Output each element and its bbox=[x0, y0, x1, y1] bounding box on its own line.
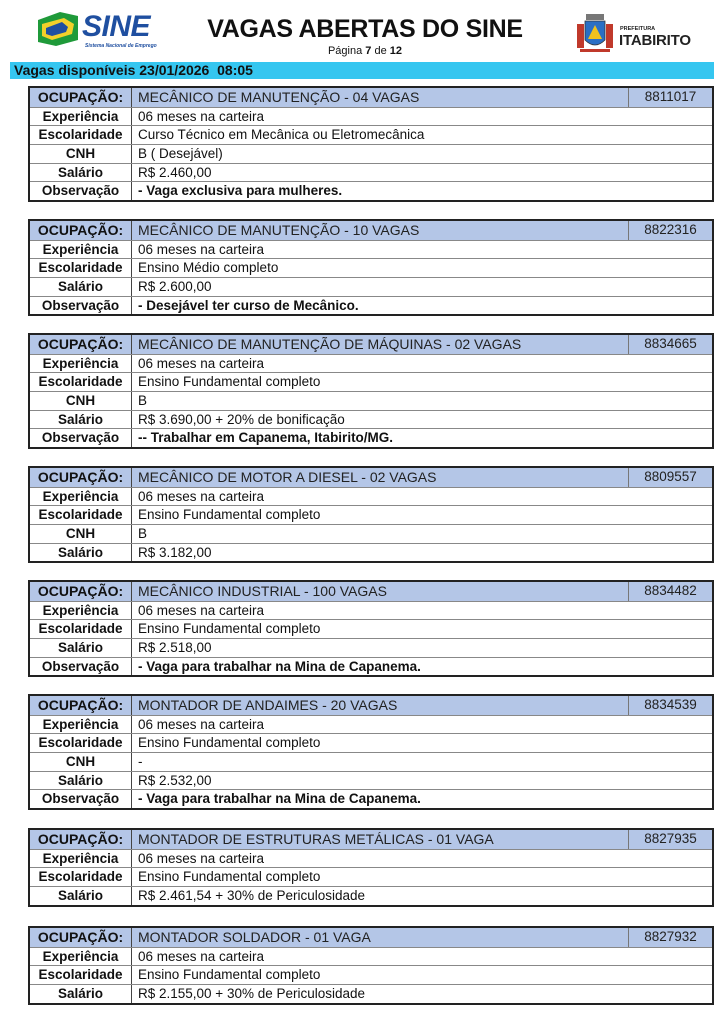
occupation-label: OCUPAÇÃO: bbox=[30, 696, 132, 715]
occupation-label: OCUPAÇÃO: bbox=[30, 335, 132, 354]
job-code: 8822316 bbox=[628, 221, 712, 240]
job-detail-row bbox=[30, 601, 712, 620]
detail-label: CNH bbox=[30, 392, 132, 410]
job-code: 8827932 bbox=[628, 928, 712, 947]
detail-value: Ensino Fundamental completo bbox=[138, 967, 321, 983]
detail-value: 06 meses na carteira bbox=[138, 108, 265, 124]
city-crest-icon bbox=[576, 12, 614, 54]
job-detail-row bbox=[30, 354, 712, 373]
detail-label: Observação bbox=[30, 297, 132, 315]
detail-value: 06 meses na carteira bbox=[138, 602, 265, 618]
job-title: MONTADOR DE ANDAIMES - 20 VAGAS bbox=[138, 697, 398, 713]
job-table bbox=[28, 86, 714, 202]
job-code: 8834665 bbox=[628, 335, 712, 354]
sine-logo-subtitle: Sistema Nacional de Emprego bbox=[85, 43, 157, 49]
detail-label: Salário bbox=[30, 164, 132, 182]
job-detail-row bbox=[30, 505, 712, 524]
detail-value: - Desejável ter curso de Mecânico. bbox=[138, 297, 359, 313]
itabirito-logo bbox=[576, 12, 696, 54]
job-detail-row bbox=[30, 965, 712, 984]
occupation-label: OCUPAÇÃO: bbox=[30, 468, 132, 487]
detail-label: Experiência bbox=[30, 716, 132, 734]
detail-value: Ensino Fundamental completo bbox=[138, 735, 321, 751]
detail-value: R$ 2.532,00 bbox=[138, 772, 212, 788]
detail-value: - Vaga exclusiva para mulheres. bbox=[138, 183, 343, 199]
page-indicator bbox=[280, 45, 450, 57]
detail-label: Experiência bbox=[30, 108, 132, 126]
occupation-label: OCUPAÇÃO: bbox=[30, 928, 132, 947]
occupation-label: OCUPAÇÃO: bbox=[30, 582, 132, 601]
detail-value: - Vaga para trabalhar na Mina de Capanema. bbox=[138, 658, 421, 674]
banner-text: Vagas disponíveis 23/01/2026 08:05 bbox=[14, 62, 253, 78]
job-detail-row bbox=[30, 410, 712, 429]
detail-value: R$ 2.600,00 bbox=[138, 279, 212, 295]
detail-value: - Vaga para trabalhar na Mina de Capanema. bbox=[138, 791, 421, 807]
job-detail-row bbox=[30, 752, 712, 771]
job-header-row bbox=[30, 88, 712, 107]
job-detail-row bbox=[30, 391, 712, 410]
job-detail-row bbox=[30, 428, 712, 447]
job-detail-row bbox=[30, 789, 712, 808]
detail-label: Salário bbox=[30, 639, 132, 657]
job-detail-row bbox=[30, 886, 712, 905]
detail-value: 06 meses na carteira bbox=[138, 355, 265, 371]
job-detail-row bbox=[30, 715, 712, 734]
detail-value: 06 meses na carteira bbox=[138, 241, 265, 257]
detail-value: B ( Desejável) bbox=[138, 146, 223, 162]
job-detail-row bbox=[30, 543, 712, 562]
page-total: 12 bbox=[389, 45, 403, 57]
detail-label: CNH bbox=[30, 525, 132, 543]
job-header-row bbox=[30, 335, 712, 354]
job-table bbox=[28, 828, 714, 907]
detail-value: Ensino Fundamental completo bbox=[138, 621, 321, 637]
job-table bbox=[28, 580, 714, 677]
detail-label: Experiência bbox=[30, 602, 132, 620]
job-detail-row bbox=[30, 372, 712, 391]
job-detail-row bbox=[30, 733, 712, 752]
job-header-row bbox=[30, 582, 712, 601]
job-table bbox=[28, 694, 714, 810]
occupation-label: OCUPAÇÃO: bbox=[30, 830, 132, 849]
job-detail-row bbox=[30, 947, 712, 966]
detail-value: R$ 3.690,00 + 20% de bonificação bbox=[138, 411, 345, 427]
job-detail-row bbox=[30, 657, 712, 676]
job-detail-row bbox=[30, 984, 712, 1003]
detail-value: B bbox=[138, 526, 148, 542]
detail-label: Observação bbox=[30, 790, 132, 808]
detail-label: Experiência bbox=[30, 850, 132, 868]
detail-value: 06 meses na carteira bbox=[138, 948, 265, 964]
job-detail-row bbox=[30, 181, 712, 200]
detail-label: Escolaridade bbox=[30, 734, 132, 752]
job-table bbox=[28, 926, 714, 1005]
detail-value: 06 meses na carteira bbox=[138, 488, 265, 504]
job-detail-row bbox=[30, 487, 712, 506]
detail-label: Escolaridade bbox=[30, 126, 132, 144]
detail-label: CNH bbox=[30, 753, 132, 771]
itabirito-prefix: PREFEITURA bbox=[620, 26, 656, 32]
job-title: MONTADOR SOLDADOR - 01 VAGA bbox=[138, 929, 371, 945]
brazil-flag-icon bbox=[38, 12, 78, 46]
detail-label: Escolaridade bbox=[30, 620, 132, 638]
job-code: 8809557 bbox=[628, 468, 712, 487]
job-detail-row bbox=[30, 163, 712, 182]
job-detail-row bbox=[30, 867, 712, 886]
job-table bbox=[28, 466, 714, 563]
detail-label: Escolaridade bbox=[30, 868, 132, 886]
job-detail-row bbox=[30, 771, 712, 790]
occupation-label: OCUPAÇÃO: bbox=[30, 221, 132, 240]
detail-value: R$ 2.518,00 bbox=[138, 640, 212, 656]
job-title: MONTADOR DE ESTRUTURAS METÁLICAS - 01 VAGA bbox=[138, 831, 494, 847]
sine-logo bbox=[38, 10, 163, 52]
job-detail-row bbox=[30, 277, 712, 296]
detail-label: Escolaridade bbox=[30, 506, 132, 524]
detail-value: 06 meses na carteira bbox=[138, 850, 265, 866]
job-code: 8834482 bbox=[628, 582, 712, 601]
detail-label: Salário bbox=[30, 544, 132, 562]
detail-value: Ensino Médio completo bbox=[138, 260, 279, 276]
detail-value: R$ 2.155,00 + 30% de Periculosidade bbox=[138, 986, 366, 1002]
job-table bbox=[28, 333, 714, 449]
job-header-row bbox=[30, 221, 712, 240]
itabirito-name: ITABIRITO bbox=[619, 32, 691, 49]
occupation-label: OCUPAÇÃO: bbox=[30, 88, 132, 107]
detail-value: R$ 3.182,00 bbox=[138, 544, 212, 560]
detail-label: Observação bbox=[30, 658, 132, 676]
job-detail-row bbox=[30, 107, 712, 126]
job-title: MECÂNICO INDUSTRIAL - 100 VAGAS bbox=[138, 583, 387, 599]
job-header-row bbox=[30, 928, 712, 947]
detail-value: - bbox=[138, 754, 143, 770]
job-title: MECÂNICO DE MANUTENÇÃO DE MÁQUINAS - 02 VAGAS bbox=[138, 336, 522, 352]
job-title: MECÂNICO DE MANUTENÇÃO - 04 VAGAS bbox=[138, 89, 420, 105]
job-detail-row bbox=[30, 524, 712, 543]
detail-label: Salário bbox=[30, 411, 132, 429]
job-code: 8811017 bbox=[628, 88, 712, 107]
detail-value: 06 meses na carteira bbox=[138, 716, 265, 732]
detail-label: Observação bbox=[30, 182, 132, 200]
job-code: 8834539 bbox=[628, 696, 712, 715]
job-detail-row bbox=[30, 638, 712, 657]
job-detail-row bbox=[30, 144, 712, 163]
detail-value: Ensino Fundamental completo bbox=[138, 869, 321, 885]
job-detail-row bbox=[30, 296, 712, 315]
job-detail-row bbox=[30, 619, 712, 638]
detail-value: Ensino Fundamental completo bbox=[138, 374, 321, 390]
detail-label: Experiência bbox=[30, 355, 132, 373]
detail-value: -- Trabalhar em Capanema, Itabirito/MG. bbox=[138, 430, 394, 446]
job-title: MECÂNICO DE MANUTENÇÃO - 10 VAGAS bbox=[138, 222, 420, 238]
detail-label: Salário bbox=[30, 278, 132, 296]
job-detail-row bbox=[30, 240, 712, 259]
detail-label: Experiência bbox=[30, 488, 132, 506]
page-current: 7 bbox=[365, 45, 372, 57]
detail-value: R$ 2.460,00 bbox=[138, 164, 212, 180]
page-title: VAGAS ABERTAS DO SINE bbox=[207, 15, 523, 43]
job-header-row bbox=[30, 468, 712, 487]
job-detail-row bbox=[30, 258, 712, 277]
detail-value: Curso Técnico em Mecânica ou Eletromecânica bbox=[138, 127, 425, 143]
detail-label: Experiência bbox=[30, 241, 132, 259]
detail-label: Escolaridade bbox=[30, 373, 132, 391]
detail-label: CNH bbox=[30, 145, 132, 163]
job-detail-row bbox=[30, 849, 712, 868]
detail-label: Observação bbox=[30, 429, 132, 447]
job-detail-row bbox=[30, 125, 712, 144]
page-of: de bbox=[374, 45, 387, 57]
detail-label: Salário bbox=[30, 985, 132, 1003]
detail-label: Escolaridade bbox=[30, 966, 132, 984]
detail-label: Salário bbox=[30, 772, 132, 790]
job-header-row bbox=[30, 696, 712, 715]
sine-logo-word: SINE bbox=[82, 10, 151, 43]
job-table bbox=[28, 219, 714, 316]
job-code: 8827935 bbox=[628, 830, 712, 849]
detail-label: Escolaridade bbox=[30, 259, 132, 277]
job-title: MECÂNICO DE MOTOR A DIESEL - 02 VAGAS bbox=[138, 469, 437, 485]
detail-label: Experiência bbox=[30, 948, 132, 966]
detail-value: Ensino Fundamental completo bbox=[138, 507, 321, 523]
detail-value: R$ 2.461,54 + 30% de Periculosidade bbox=[138, 888, 366, 904]
availability-banner bbox=[10, 62, 714, 79]
detail-value: B bbox=[138, 393, 148, 409]
page-label: Página bbox=[327, 45, 363, 57]
job-header-row bbox=[30, 830, 712, 849]
detail-label: Salário bbox=[30, 887, 132, 905]
